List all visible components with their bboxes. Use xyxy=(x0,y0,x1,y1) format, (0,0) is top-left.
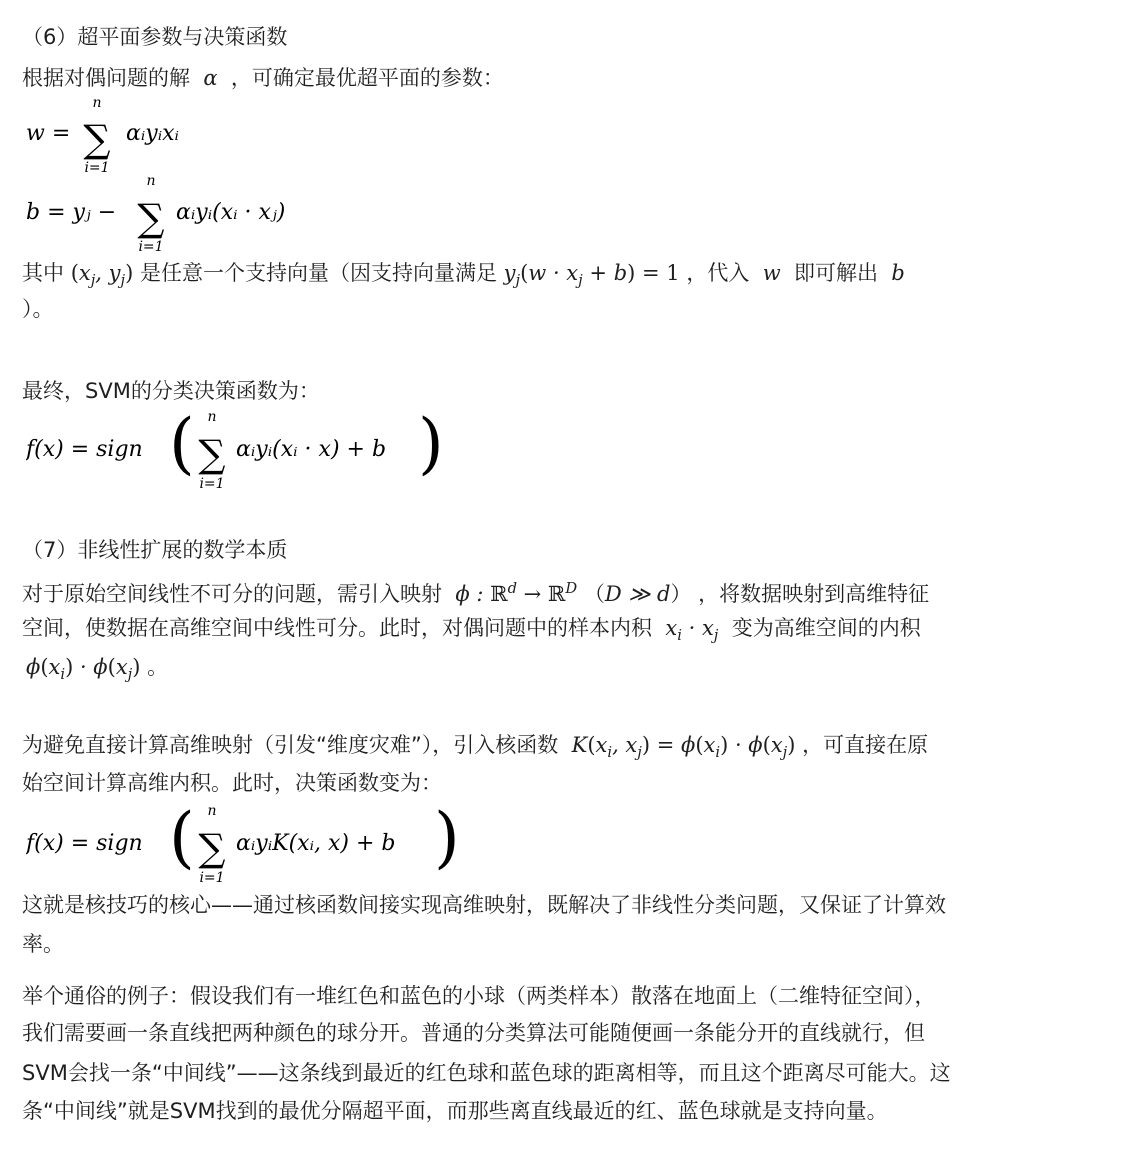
final-function-intro: 最终，SVM的分类决策函数为： xyxy=(22,379,320,403)
eq-k-sum-bottom: i=1 xyxy=(199,870,225,886)
p1-text-end: 。 xyxy=(147,655,169,679)
p1-text-c: 空间，使数据在高维空间中线性可分。此时，对偶问题中的样本内积 xyxy=(22,616,652,640)
eq-k-body: αᵢyᵢK(xᵢ, x) + b xyxy=(236,831,396,856)
note-text-c: ，代入 xyxy=(686,261,750,285)
note-text-d: 即可解出 xyxy=(794,261,879,285)
kernel-paragraph-line-1 xyxy=(22,730,928,768)
note-b-math: b xyxy=(884,261,905,285)
section-6-intro xyxy=(22,63,504,93)
kernel-paragraph-line-2: 始空间计算高维内积。此时，决策函数变为： xyxy=(22,771,442,795)
eq-b-sum-bottom: i=1 xyxy=(138,239,164,255)
example-line-1: 举个通俗的例子：假设我们有一堆红色和蓝色的小球（两类样本）散落在地面上（二维特征空间）， xyxy=(22,984,936,1008)
note-text-b: 是任意一个支持向量（因支持向量满足 xyxy=(139,261,497,285)
eq-k-left-paren: ( xyxy=(169,799,195,876)
eq-k-right-paren: ) xyxy=(434,799,460,876)
eq-b-body: αᵢyᵢ(xᵢ · xⱼ) xyxy=(176,200,286,225)
equation-w xyxy=(26,92,346,176)
kernel-trick-line-1: 这就是核技巧的核心——通过核函数间接实现高维映射，既解决了非线性分类问题，又保证了计算效 xyxy=(22,893,946,917)
eq-f-left-paren: ( xyxy=(169,405,195,482)
p2-text-a: 为避免直接计算高维映射（引发“维度灾难”），引入核函数 xyxy=(22,733,559,757)
eq-f-body: αᵢyᵢ(xᵢ · x) + b xyxy=(236,437,387,462)
eq-b-sum-top: n xyxy=(146,173,156,189)
eq-f-right-paren: ) xyxy=(418,405,444,482)
inner-product-math: $x_i \cdot x_j$ xyxy=(658,616,719,645)
eq-k-lhs: f(x) = sign xyxy=(26,831,143,856)
eq-w-sum-top: n xyxy=(92,95,102,111)
p1-text-d: 变为高维空间的内积 xyxy=(731,616,921,640)
kernel-definition-math: $K(x_i$, $x_j) = \phi(x_i) \cdot \phi(x_j)$ xyxy=(564,733,796,762)
intro-text-b: ，可确定最优超平面的参数： xyxy=(230,66,504,90)
section-7-heading: （7）非线性扩展的数学本质 xyxy=(22,538,288,562)
eq-f-sum-sign: ∑ xyxy=(198,432,226,476)
support-vector-note-end: ）。 xyxy=(22,297,54,321)
note-constraint-math: $y_j(w \cdot x_j + b) = 1$ xyxy=(503,261,680,290)
p1-text-b: ，将数据映射到高维特征 xyxy=(698,582,930,606)
note-w-math: w xyxy=(756,261,788,285)
eq-w-sum-sign: ∑ xyxy=(83,117,111,161)
eq-w-lhs: w = xyxy=(26,121,71,146)
example-line-4: 条“中间线”就是SVM找到的最优分隔超平面，而那些离直线最近的红、蓝色球就是支持向量。 xyxy=(22,1099,888,1123)
support-vector-note xyxy=(22,258,905,296)
example-line-2: 我们需要画一条直线把两种颜色的球分开。普通的分类算法可能随便画一条能分开的直线就行，但 xyxy=(22,1021,925,1045)
mapping-paragraph-line-2 xyxy=(22,613,921,651)
eq-k-sum-sign: ∑ xyxy=(198,826,226,870)
eq-f-sum-top: n xyxy=(207,409,217,425)
eq-b-sum-sign: ∑ xyxy=(137,196,165,240)
mapping-math: ϕ : ℝ$^d$ → ℝ$^D$ （D ≫ d） xyxy=(448,580,692,606)
eq-f-sum-bottom: i=1 xyxy=(199,476,225,492)
note-text-a: 其中 xyxy=(22,261,64,285)
eq-w-body: αᵢyᵢxᵢ xyxy=(126,121,179,146)
p1-text-a: 对于原始空间线性不可分的问题，需引入映射 xyxy=(22,582,442,606)
section-6-heading: （6）超平面参数与决策函数 xyxy=(22,25,288,49)
alpha-symbol: α xyxy=(196,66,225,90)
mapping-paragraph-line-3 xyxy=(26,652,168,690)
phi-inner-product-math: $\phi(x_i) \cdot \phi(x_j)$ xyxy=(26,655,141,684)
note-point-math: ($x_j$, $y_j$) xyxy=(70,261,134,290)
intro-text-a: 根据对偶问题的解 xyxy=(22,66,190,90)
kernel-trick-line-2: 率。 xyxy=(22,932,64,956)
equation-b xyxy=(26,170,366,256)
eq-k-sum-top: n xyxy=(207,803,217,819)
eq-f-lhs: f(x) = sign xyxy=(26,437,143,462)
p2-text-b: ，可直接在原 xyxy=(802,733,929,757)
equation-kernel-decision-function xyxy=(26,798,466,890)
example-line-3: SVM会找一条“中间线”——这条线到最近的红色球和蓝色球的距离相等，而且这个距离尽可能大。这 xyxy=(22,1061,951,1085)
equation-decision-function xyxy=(26,404,446,496)
mapping-paragraph-line-1 xyxy=(22,574,929,609)
eq-w-sum-bottom: i=1 xyxy=(84,160,110,176)
eq-b-lhs: b = yⱼ − xyxy=(26,200,117,225)
